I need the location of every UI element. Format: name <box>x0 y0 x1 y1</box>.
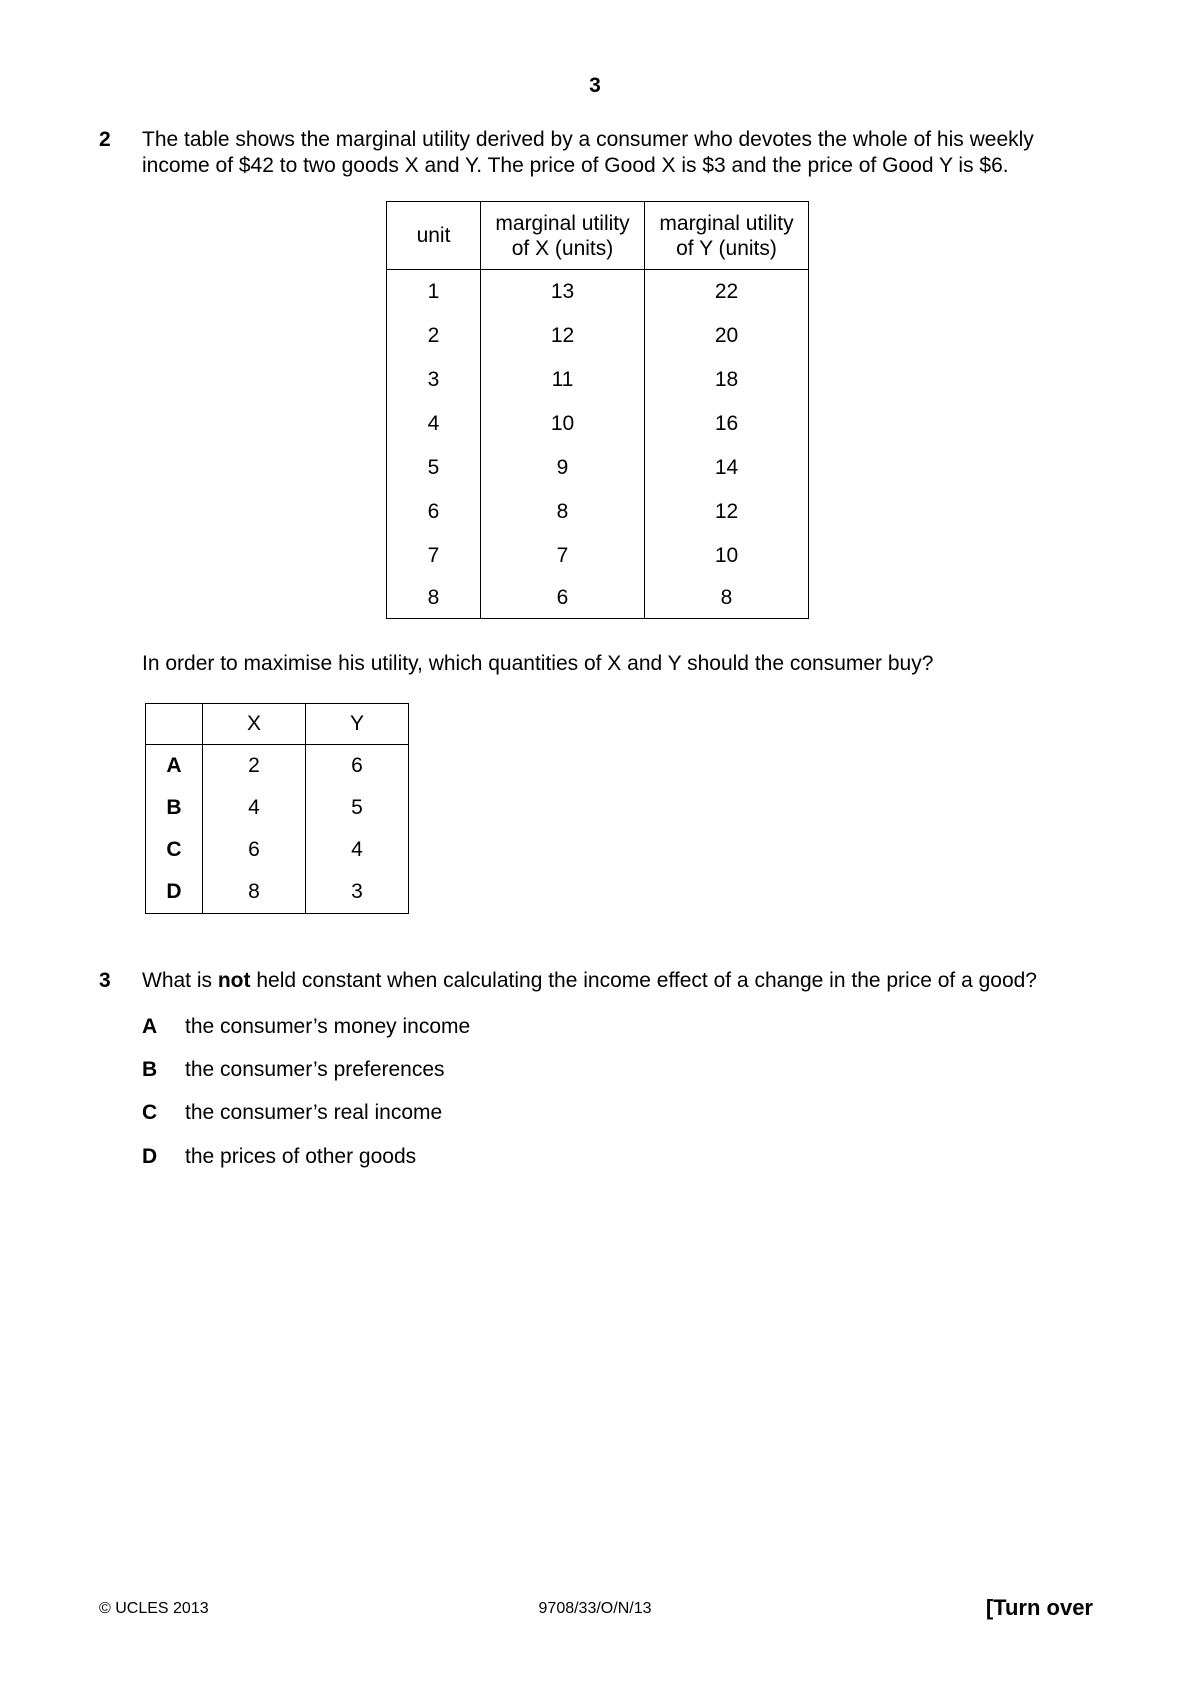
answer-text: the consumer’s real income <box>185 1101 443 1124</box>
header-mu-x-line2: of X (units) <box>511 236 614 260</box>
answer-text: the consumer’s preferences <box>185 1058 445 1081</box>
answer-text: the prices of other goods <box>185 1145 417 1168</box>
options-header-y: Y <box>306 704 409 745</box>
answer-letter: A <box>142 1015 158 1038</box>
cell-mu-x: 7 <box>481 534 645 578</box>
header-mu-x <box>481 202 645 270</box>
cell-mu-y: 20 <box>645 314 809 358</box>
question-2-prompt: In order to maximise his utility, which quantities of X and Y should the consumer buy? <box>142 652 934 675</box>
answer-letter: B <box>142 1058 158 1081</box>
option-row-b[interactable] <box>146 787 409 829</box>
cell-mu-y: 12 <box>645 490 809 534</box>
options-header-x: X <box>203 704 306 745</box>
option-x-value: 2 <box>203 745 306 788</box>
cell-mu-x: 13 <box>481 270 645 315</box>
turn-over: [Turn over <box>985 1595 1093 1620</box>
cell-mu-y: 8 <box>645 578 809 619</box>
option-letter: C <box>146 829 203 871</box>
question-2-number: 2 <box>99 128 111 151</box>
header-mu-y <box>645 202 809 270</box>
header-mu-y-line2: of Y (units) <box>676 236 777 260</box>
header-mu-y-line1: marginal utility <box>659 211 794 235</box>
option-y-value: 4 <box>306 829 409 871</box>
options-table <box>145 703 409 914</box>
table-row <box>387 402 809 446</box>
cell-unit: 5 <box>387 446 481 490</box>
option-x-value: 6 <box>203 829 306 871</box>
table-row <box>387 270 809 315</box>
answer-letter: C <box>142 1101 158 1124</box>
option-row-c[interactable] <box>146 829 409 871</box>
cell-mu-y: 22 <box>645 270 809 315</box>
option-x-value: 4 <box>203 787 306 829</box>
table-row <box>387 314 809 358</box>
header-unit: unit <box>387 202 481 270</box>
option-row-d[interactable] <box>146 871 409 914</box>
question-3-text-after: held constant when calculating the income effect of a change in the price of a good? <box>250 969 1037 992</box>
question-3-text-bold: not <box>217 969 251 992</box>
option-row-a[interactable] <box>146 745 409 788</box>
cell-unit: 7 <box>387 534 481 578</box>
options-header-blank <box>146 704 203 745</box>
option-y-value: 6 <box>306 745 409 788</box>
option-y-value: 3 <box>306 871 409 914</box>
footer-code: 9708/33/O/N/13 <box>538 1600 652 1617</box>
answer-text: the consumer’s money income <box>185 1015 471 1038</box>
table-row <box>387 534 809 578</box>
options-header-row <box>146 704 409 745</box>
cell-mu-y: 18 <box>645 358 809 402</box>
question-2-text-line2: income of $42 to two goods X and Y. The price of Good X is $3 and the price of Good Y is $6. <box>142 154 1009 177</box>
page-number: 3 <box>589 74 601 97</box>
answer-letter: D <box>142 1145 158 1168</box>
cell-unit: 4 <box>387 402 481 446</box>
table-row <box>387 578 809 619</box>
table-row <box>387 490 809 534</box>
answer-option-c[interactable] <box>142 1101 157 1125</box>
answer-option-d[interactable] <box>142 1145 157 1169</box>
answer-option-b[interactable] <box>142 1058 157 1082</box>
question-2-text <box>142 127 1034 179</box>
cell-unit: 3 <box>387 358 481 402</box>
cell-mu-x: 11 <box>481 358 645 402</box>
question-2-text-line1: The table shows the marginal utility derived by a consumer who devotes the whole of his weekly <box>142 128 1034 151</box>
cell-unit: 8 <box>387 578 481 619</box>
marginal-utility-header-row <box>387 202 809 270</box>
cell-mu-y: 14 <box>645 446 809 490</box>
option-y-value: 5 <box>306 787 409 829</box>
question-3-number: 3 <box>99 969 111 992</box>
cell-mu-y: 16 <box>645 402 809 446</box>
option-letter: A <box>146 745 203 788</box>
cell-mu-x: 12 <box>481 314 645 358</box>
question-3-text <box>142 968 1037 994</box>
cell-mu-y: 10 <box>645 534 809 578</box>
cell-mu-x: 9 <box>481 446 645 490</box>
cell-unit: 1 <box>387 270 481 315</box>
cell-unit: 2 <box>387 314 481 358</box>
table-row <box>387 446 809 490</box>
option-letter: D <box>146 871 203 914</box>
question-3-text-before: What is <box>142 969 218 992</box>
marginal-utility-table <box>386 201 809 619</box>
cell-mu-x: 10 <box>481 402 645 446</box>
header-mu-x-line1: marginal utility <box>495 211 630 235</box>
option-x-value: 8 <box>203 871 306 914</box>
option-letter: B <box>146 787 203 829</box>
answer-option-a[interactable] <box>142 1015 157 1039</box>
footer-copyright: © UCLES 2013 <box>99 1600 209 1617</box>
table-row <box>387 358 809 402</box>
cell-mu-x: 6 <box>481 578 645 619</box>
cell-mu-x: 8 <box>481 490 645 534</box>
cell-unit: 6 <box>387 490 481 534</box>
